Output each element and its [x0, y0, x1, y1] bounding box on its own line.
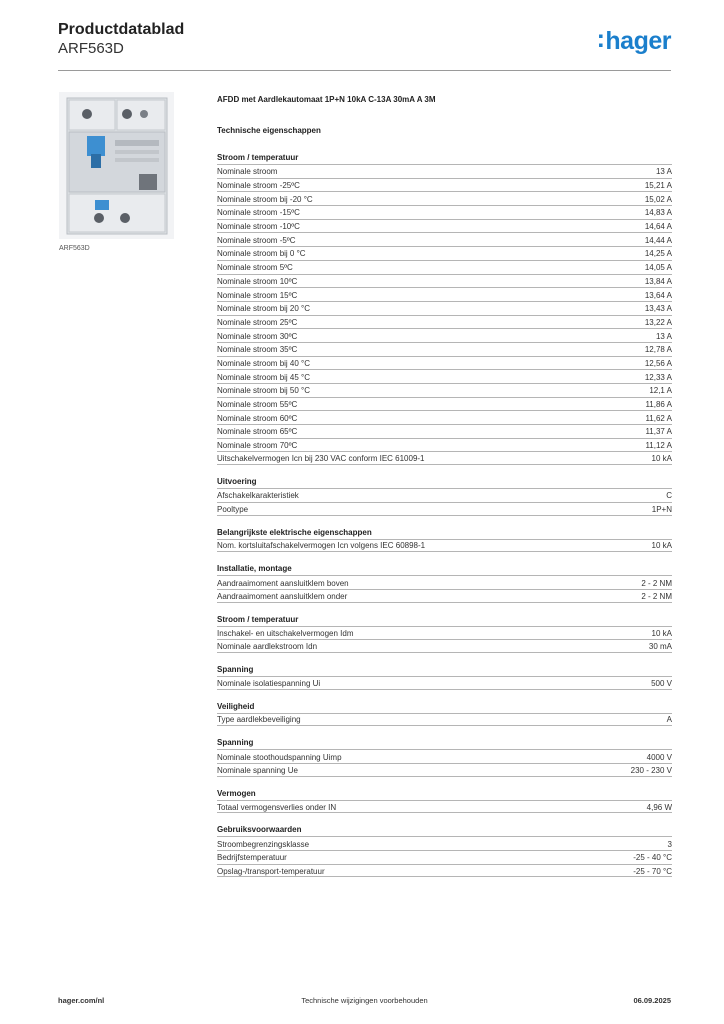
- footer-disclaimer: Technische wijzigingen voorbehouden: [301, 996, 428, 1005]
- spec-section: [217, 613, 672, 653]
- spec-label: Nominale aardlekstroom Idn: [217, 642, 318, 652]
- spec-label: Aandraaimoment aansluitklem boven: [217, 578, 349, 588]
- page-title: Productdatablad: [58, 21, 185, 38]
- footer-website: hager.com/nl: [58, 996, 105, 1005]
- spec-section: [217, 663, 672, 690]
- section-heading: Stroom / temperatuur: [217, 153, 299, 162]
- spec-value: 500 V: [651, 678, 672, 688]
- spec-value: A: [666, 715, 672, 725]
- spec-row: [217, 575, 672, 589]
- spec-row: [217, 287, 672, 301]
- spec-section: [217, 151, 672, 465]
- spec-value: 2 - 2 NM: [641, 591, 672, 601]
- spec-value: 13,64 A: [644, 290, 672, 300]
- spec-value: 13 A: [655, 331, 672, 341]
- spec-label: Nominale isolatiespanning Ui: [217, 678, 321, 688]
- section-heading: Uitvoering: [217, 477, 257, 487]
- spec-section: [217, 475, 672, 515]
- spec-label: Nominale stoothoudspanning Uimp: [217, 752, 342, 762]
- spec-value: 14,44 A: [644, 235, 672, 245]
- spec-row: [217, 315, 672, 329]
- spec-row: [217, 205, 672, 219]
- spec-value: 10 kA: [651, 541, 672, 551]
- spec-row: [217, 451, 672, 465]
- spec-value: 2 - 2 NM: [641, 578, 672, 588]
- spec-section: [217, 823, 672, 877]
- spec-table: [217, 488, 672, 515]
- spec-label: Nominale stroom -10ºC: [217, 222, 300, 232]
- spec-label: Nominale stroom -15ºC: [217, 208, 300, 218]
- spec-value: 1P+N: [651, 504, 672, 514]
- spec-value: 13,22 A: [644, 317, 672, 327]
- spec-row: [217, 178, 672, 192]
- spec-label: Nominale stroom 60ºC: [217, 413, 298, 423]
- spec-label: Nominale stroom 15ºC: [217, 290, 298, 300]
- spec-label: Nom. kortsluitafschakelvermogen Icn volgens IEC 60898-1: [217, 541, 426, 551]
- spec-value: 14,64 A: [644, 222, 672, 232]
- spec-row: [217, 424, 672, 438]
- spec-label: Pooltype: [217, 504, 249, 514]
- spec-label: Nominale stroom bij 20 °C: [217, 304, 311, 314]
- spec-row: [217, 589, 672, 603]
- spec-row: [217, 410, 672, 424]
- footer-date: 06.09.2025: [633, 996, 671, 1005]
- spec-label: Opslag-/transport-temperatuur: [217, 866, 325, 876]
- spec-row: [217, 342, 672, 356]
- spec-label: Nominale stroom bij -20 °C: [217, 194, 313, 204]
- spec-section: [217, 787, 672, 814]
- spec-value: 14,25 A: [644, 249, 672, 259]
- spec-table: [217, 575, 672, 602]
- logo-text: hager: [605, 27, 671, 55]
- spec-value: 230 - 230 V: [630, 765, 672, 775]
- spec-row: [217, 836, 672, 850]
- spec-row: [217, 850, 672, 864]
- spec-row: [217, 639, 672, 653]
- spec-row: [217, 749, 672, 763]
- spec-section: [217, 700, 672, 727]
- spec-label: Aandraaimoment aansluitklem onder: [217, 591, 348, 601]
- spec-label: Nominale stroom 65ºC: [217, 427, 298, 437]
- spec-label: Nominale stroom 55ºC: [217, 400, 298, 410]
- spec-sections: [217, 151, 672, 877]
- spec-value: 13,43 A: [644, 304, 672, 314]
- spec-table: [217, 164, 672, 465]
- spec-row: [217, 713, 672, 727]
- spec-label: Totaal vermogensverlies onder IN: [217, 802, 337, 812]
- spec-label: Nominale spanning Ue: [217, 765, 298, 775]
- spec-label: Nominale stroom bij 0 °C: [217, 249, 306, 259]
- spec-value: 11,37 A: [645, 427, 672, 437]
- spec-section: [217, 736, 672, 776]
- spec-row: [217, 383, 672, 397]
- spec-value: 30 mA: [648, 642, 672, 652]
- spec-table: [217, 626, 672, 653]
- spec-value: 12,56 A: [644, 358, 672, 368]
- spec-value: 10 kA: [651, 454, 672, 464]
- spec-row: [217, 232, 672, 246]
- section-heading: Vermogen: [217, 788, 256, 798]
- spec-row: [217, 356, 672, 370]
- section-heading: Spanning: [217, 664, 254, 674]
- spec-label: Nominale stroom 5ºC: [217, 263, 293, 273]
- spec-label: Nominale stroom 35ºC: [217, 345, 298, 355]
- spec-row: [217, 800, 672, 814]
- spec-label: Nominale stroom bij 40 °C: [217, 358, 311, 368]
- spec-row: [217, 219, 672, 233]
- spec-table: [217, 676, 672, 690]
- spec-label: Uitschakelvermogen Icn bij 230 VAC conform IEC 61009-1: [217, 454, 425, 464]
- spec-row: [217, 164, 672, 178]
- spec-label: Inschakel- en uitschakelvermogen Idm: [217, 628, 354, 638]
- technical-properties-heading: Technische eigenschappen: [217, 126, 321, 135]
- spec-table: [217, 713, 672, 727]
- spec-value: 15,02 A: [644, 194, 672, 204]
- product-code: ARF563D: [58, 40, 124, 57]
- section-heading: Gebruiksvoorwaarden: [217, 825, 302, 835]
- spec-value: 11,12 A: [645, 441, 672, 451]
- spec-row: [217, 328, 672, 342]
- spec-value: 12,1 A: [649, 386, 672, 396]
- spec-label: Nominale stroom: [217, 167, 278, 177]
- spec-value: 11,86 A: [645, 400, 672, 410]
- spec-row: [217, 502, 672, 516]
- spec-label: Nominale stroom 10ºC: [217, 276, 298, 286]
- spec-row: [217, 864, 672, 878]
- spec-value: 12,78 A: [644, 345, 672, 355]
- spec-value: 13 A: [655, 167, 672, 177]
- spec-row: [217, 763, 672, 777]
- spec-label: Nominale stroom bij 45 °C: [217, 372, 311, 382]
- spec-label: Nominale stroom -5ºC: [217, 235, 296, 245]
- spec-value: 15,21 A: [644, 181, 672, 191]
- spec-row: [217, 539, 672, 553]
- hager-logo: [597, 27, 671, 56]
- spec-value: 14,83 A: [644, 208, 672, 218]
- spec-row: [217, 301, 672, 315]
- spec-label: Stroombegrenzingsklasse: [217, 839, 310, 849]
- product-image-caption: ARF563D: [59, 245, 90, 252]
- spec-content: [217, 95, 672, 887]
- section-heading: Spanning: [217, 738, 254, 748]
- spec-row: [217, 488, 672, 502]
- spec-value: 4,96 W: [646, 802, 672, 812]
- spec-value: 14,05 A: [644, 263, 672, 273]
- section-heading: Installatie, montage: [217, 564, 292, 574]
- spec-table: [217, 800, 672, 814]
- spec-label: Nominale stroom 70ºC: [217, 441, 298, 451]
- spec-label: Afschakelkarakteristiek: [217, 491, 299, 501]
- spec-value: 4000 V: [646, 752, 672, 762]
- spec-value: -25 - 40 °C: [633, 853, 672, 863]
- header-divider: [58, 70, 671, 71]
- spec-row: [217, 274, 672, 288]
- spec-label: Nominale stroom 25ºC: [217, 317, 298, 327]
- section-heading: Stroom / temperatuur: [217, 614, 299, 624]
- section-heading: Belangrijkste elektrische eigenschappen: [217, 527, 372, 537]
- spec-value: C: [666, 491, 672, 501]
- product-description: AFDD met Aardlekautomaat 1P+N 10kA C-13A 30mA A 3M: [217, 95, 436, 104]
- logo-dots-icon: :: [596, 25, 605, 53]
- spec-value: 11,62 A: [645, 413, 672, 423]
- spec-label: Type aardlekbeveiliging: [217, 715, 301, 725]
- spec-section: [217, 526, 672, 553]
- spec-row: [217, 438, 672, 452]
- section-heading: Veiligheid: [217, 701, 255, 711]
- spec-value: 3: [667, 839, 672, 849]
- spec-label: Bedrijfstemperatuur: [217, 853, 287, 863]
- spec-section: [217, 562, 672, 602]
- spec-row: [217, 191, 672, 205]
- spec-row: [217, 676, 672, 690]
- spec-table: [217, 539, 672, 553]
- spec-value: 13,84 A: [644, 276, 672, 286]
- spec-row: [217, 626, 672, 640]
- spec-label: Nominale stroom 30ºC: [217, 331, 298, 341]
- product-image: [59, 92, 174, 239]
- circuit-breaker-illustration: [59, 92, 174, 239]
- spec-value: 10 kA: [651, 628, 672, 638]
- spec-row: [217, 246, 672, 260]
- spec-table: [217, 836, 672, 877]
- spec-row: [217, 369, 672, 383]
- spec-row: [217, 397, 672, 411]
- spec-table: [217, 749, 672, 776]
- spec-value: 12,33 A: [644, 372, 672, 382]
- spec-row: [217, 260, 672, 274]
- spec-value: -25 - 70 °C: [633, 866, 672, 876]
- spec-label: Nominale stroom -25ºC: [217, 181, 300, 191]
- spec-label: Nominale stroom bij 50 °C: [217, 386, 311, 396]
